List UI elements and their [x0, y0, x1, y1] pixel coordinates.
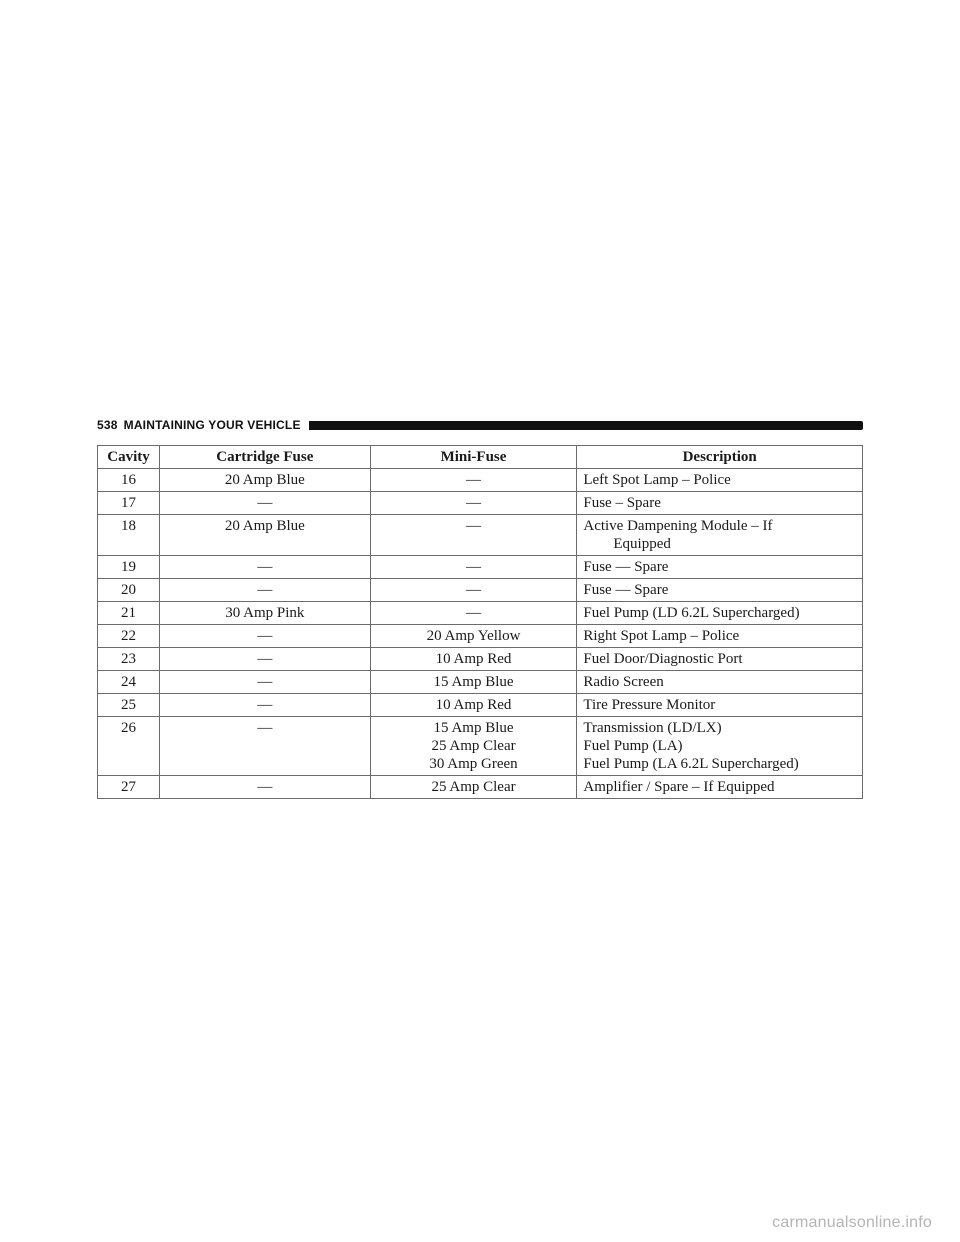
- table-row: [98, 694, 863, 717]
- table-row: [98, 776, 863, 799]
- mini-fuse-line: 15 Amp Blue: [433, 674, 514, 690]
- description-line: Transmission (LD/LX): [583, 720, 722, 736]
- cell-description: [577, 579, 863, 602]
- mini-fuse-line: —: [466, 518, 482, 534]
- cell-mini-fuse: [370, 492, 577, 515]
- table-row: [98, 556, 863, 579]
- description-line: Active Dampening Module – If: [583, 518, 773, 534]
- description-line: Fuse – Spare: [583, 495, 661, 511]
- watermark: carmanualsonline.info: [772, 1214, 932, 1231]
- cell-cartridge-fuse: —: [159, 625, 370, 648]
- cell-cartridge-fuse: —: [159, 556, 370, 579]
- page-number: 538: [97, 418, 118, 432]
- table-row: [98, 469, 863, 492]
- mini-fuse-line: 10 Amp Red: [435, 697, 512, 713]
- header-text: [97, 418, 301, 432]
- mini-fuse-line: —: [466, 495, 482, 511]
- table-row: [98, 492, 863, 515]
- cell-description: [577, 492, 863, 515]
- cell-description: [577, 648, 863, 671]
- mini-fuse-line: —: [466, 582, 482, 598]
- cell-cavity: 23: [98, 648, 160, 671]
- cell-cartridge-fuse: —: [159, 579, 370, 602]
- table-row: [98, 602, 863, 625]
- cell-cartridge-fuse: —: [159, 492, 370, 515]
- description-line: Fuel Pump (LA 6.2L Supercharged): [583, 756, 799, 772]
- mini-fuse-line: 25 Amp Clear: [431, 779, 516, 795]
- mini-fuse-line: 25 Amp Clear: [431, 738, 516, 754]
- cell-cartridge-fuse: —: [159, 776, 370, 799]
- column-header-cavity: Cavity: [98, 446, 160, 469]
- cell-mini-fuse: [370, 602, 577, 625]
- table-row: [98, 625, 863, 648]
- cell-description: [577, 556, 863, 579]
- cell-mini-fuse: [370, 515, 577, 556]
- cell-mini-fuse: [370, 556, 577, 579]
- cell-description: [577, 694, 863, 717]
- cell-description: [577, 602, 863, 625]
- cell-mini-fuse: [370, 671, 577, 694]
- cell-mini-fuse: [370, 776, 577, 799]
- mini-fuse-line: 15 Amp Blue: [433, 720, 514, 736]
- cell-cartridge-fuse: 30 Amp Pink: [159, 602, 370, 625]
- cell-mini-fuse: [370, 717, 577, 776]
- mini-fuse-line: —: [466, 605, 482, 621]
- page-header: [97, 418, 863, 432]
- table-row: [98, 579, 863, 602]
- table-row: [98, 717, 863, 776]
- table-header-row: [98, 446, 863, 469]
- mini-fuse-line: 20 Amp Yellow: [426, 628, 521, 644]
- cell-description: [577, 776, 863, 799]
- description-line: Tire Pressure Monitor: [583, 697, 716, 713]
- cell-cavity: 18: [98, 515, 160, 556]
- section-title: MAINTAINING YOUR VEHICLE: [123, 418, 301, 432]
- column-header-description: Description: [577, 446, 863, 469]
- description-line: Fuse — Spare: [583, 582, 669, 598]
- cell-description: [577, 625, 863, 648]
- column-header-mini-fuse: Mini-Fuse: [370, 446, 577, 469]
- description-line: Amplifier / Spare – If Equipped: [583, 779, 775, 795]
- mini-fuse-line: —: [466, 472, 482, 488]
- table-row: [98, 648, 863, 671]
- cell-cavity: 20: [98, 579, 160, 602]
- cell-description: [577, 515, 863, 556]
- cell-cavity: 17: [98, 492, 160, 515]
- fuse-table: [97, 445, 863, 799]
- cell-mini-fuse: [370, 694, 577, 717]
- cell-cartridge-fuse: —: [159, 648, 370, 671]
- cell-cartridge-fuse: —: [159, 694, 370, 717]
- cell-cavity: 27: [98, 776, 160, 799]
- table-body: [98, 469, 863, 799]
- header-rule: [309, 421, 863, 430]
- cell-mini-fuse: [370, 648, 577, 671]
- cell-description: [577, 671, 863, 694]
- mini-fuse-line: 30 Amp Green: [429, 756, 518, 772]
- cell-cavity: 16: [98, 469, 160, 492]
- cell-mini-fuse: [370, 579, 577, 602]
- cell-cavity: 21: [98, 602, 160, 625]
- description-line: Right Spot Lamp – Police: [583, 628, 740, 644]
- cell-cavity: 25: [98, 694, 160, 717]
- cell-description: [577, 717, 863, 776]
- cell-cartridge-fuse: 20 Amp Blue: [159, 469, 370, 492]
- mini-fuse-line: —: [466, 559, 482, 575]
- cell-cavity: 19: [98, 556, 160, 579]
- mini-fuse-line: 10 Amp Red: [435, 651, 512, 667]
- cell-cartridge-fuse: 20 Amp Blue: [159, 515, 370, 556]
- cell-cavity: 22: [98, 625, 160, 648]
- description-line: Fuel Pump (LA): [583, 738, 683, 754]
- cell-cartridge-fuse: —: [159, 717, 370, 776]
- cell-mini-fuse: [370, 469, 577, 492]
- description-line: Equipped: [613, 536, 671, 552]
- description-line: Fuse — Spare: [583, 559, 669, 575]
- column-header-cartridge-fuse: Cartridge Fuse: [159, 446, 370, 469]
- description-line: Fuel Door/Diagnostic Port: [583, 651, 743, 667]
- cell-mini-fuse: [370, 625, 577, 648]
- cell-cartridge-fuse: —: [159, 671, 370, 694]
- cell-description: [577, 469, 863, 492]
- table-row: [98, 515, 863, 556]
- cell-cavity: 24: [98, 671, 160, 694]
- description-line: Fuel Pump (LD 6.2L Supercharged): [583, 605, 800, 621]
- cell-cavity: 26: [98, 717, 160, 776]
- description-line: Radio Screen: [583, 674, 664, 690]
- description-line: Left Spot Lamp – Police: [583, 472, 731, 488]
- table-row: [98, 671, 863, 694]
